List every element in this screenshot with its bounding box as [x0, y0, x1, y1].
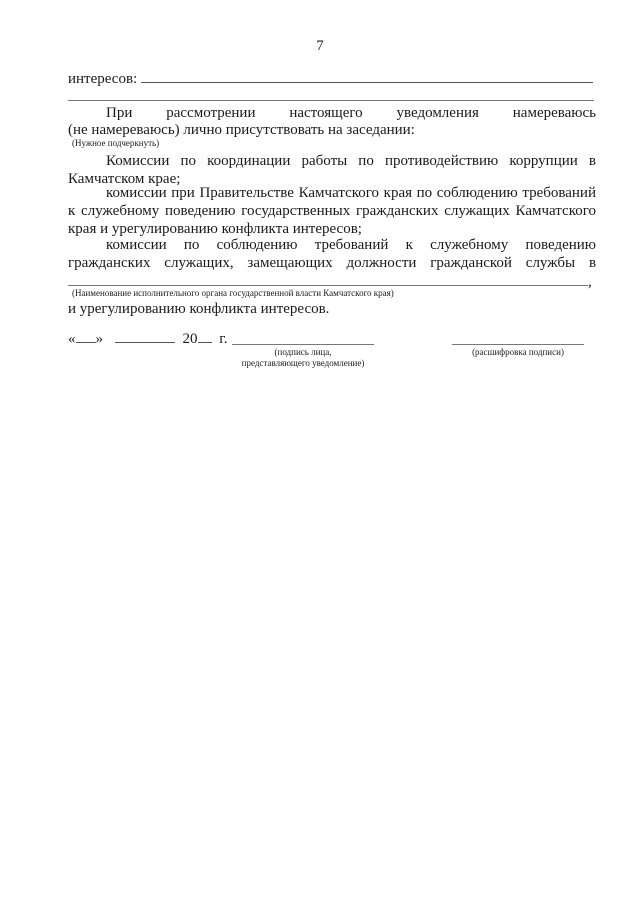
- interest-line: [68, 70, 596, 88]
- signature-caption-2: представляющего уведомление): [241, 358, 365, 368]
- organ-name-line: [68, 285, 588, 286]
- decoding-caption: (расшифровка подписи): [472, 347, 564, 357]
- attendance-line-2: (не намереваюсь) лично присутствовать на заседании:: [68, 122, 415, 138]
- year-blank: [198, 330, 212, 343]
- signature-caption-1: (подпись лица,: [274, 347, 332, 357]
- signature-line: [232, 344, 374, 345]
- option1-line-2: Камчатском крае;: [68, 171, 181, 187]
- page-number: 7: [316, 38, 324, 54]
- organ-line-comma: ,: [588, 274, 592, 290]
- option3-tail: и урегулированию конфликта интересов.: [68, 301, 330, 317]
- interest-label: интересов:: [68, 71, 138, 87]
- option2-line-2: к служебному поведению государственных гражданских служащих Камчатского: [68, 203, 596, 219]
- interest-blank-line: [141, 70, 593, 83]
- attendance-line-1: При рассмотрении настоящего уведомления намереваюсь: [106, 105, 597, 121]
- interest-continuation-line: [68, 100, 594, 101]
- day-blank: [76, 330, 96, 343]
- option2-line-1: комиссии при Правительстве Камчатского края по соблюдению требований: [106, 185, 596, 201]
- attendance-hint: (Нужное подчеркнуть): [72, 138, 160, 148]
- organ-name-caption: (Наименование исполнительного органа государственной власти Камчатского края): [72, 288, 394, 298]
- option2-line-3: края и урегулированию конфликта интересов;: [68, 221, 362, 237]
- signature-decoding-line: [452, 344, 584, 345]
- date-field: « » 20 г.: [68, 331, 228, 347]
- option3-line-2: гражданских служащих, замещающих должности гражданской службы в: [68, 255, 597, 271]
- month-blank: [115, 330, 175, 343]
- option1-line-1: Комиссии по координации работы по противодействию коррупции в: [106, 153, 596, 169]
- option3-line-1: комиссии по соблюдению требований к служебному поведению: [106, 237, 597, 253]
